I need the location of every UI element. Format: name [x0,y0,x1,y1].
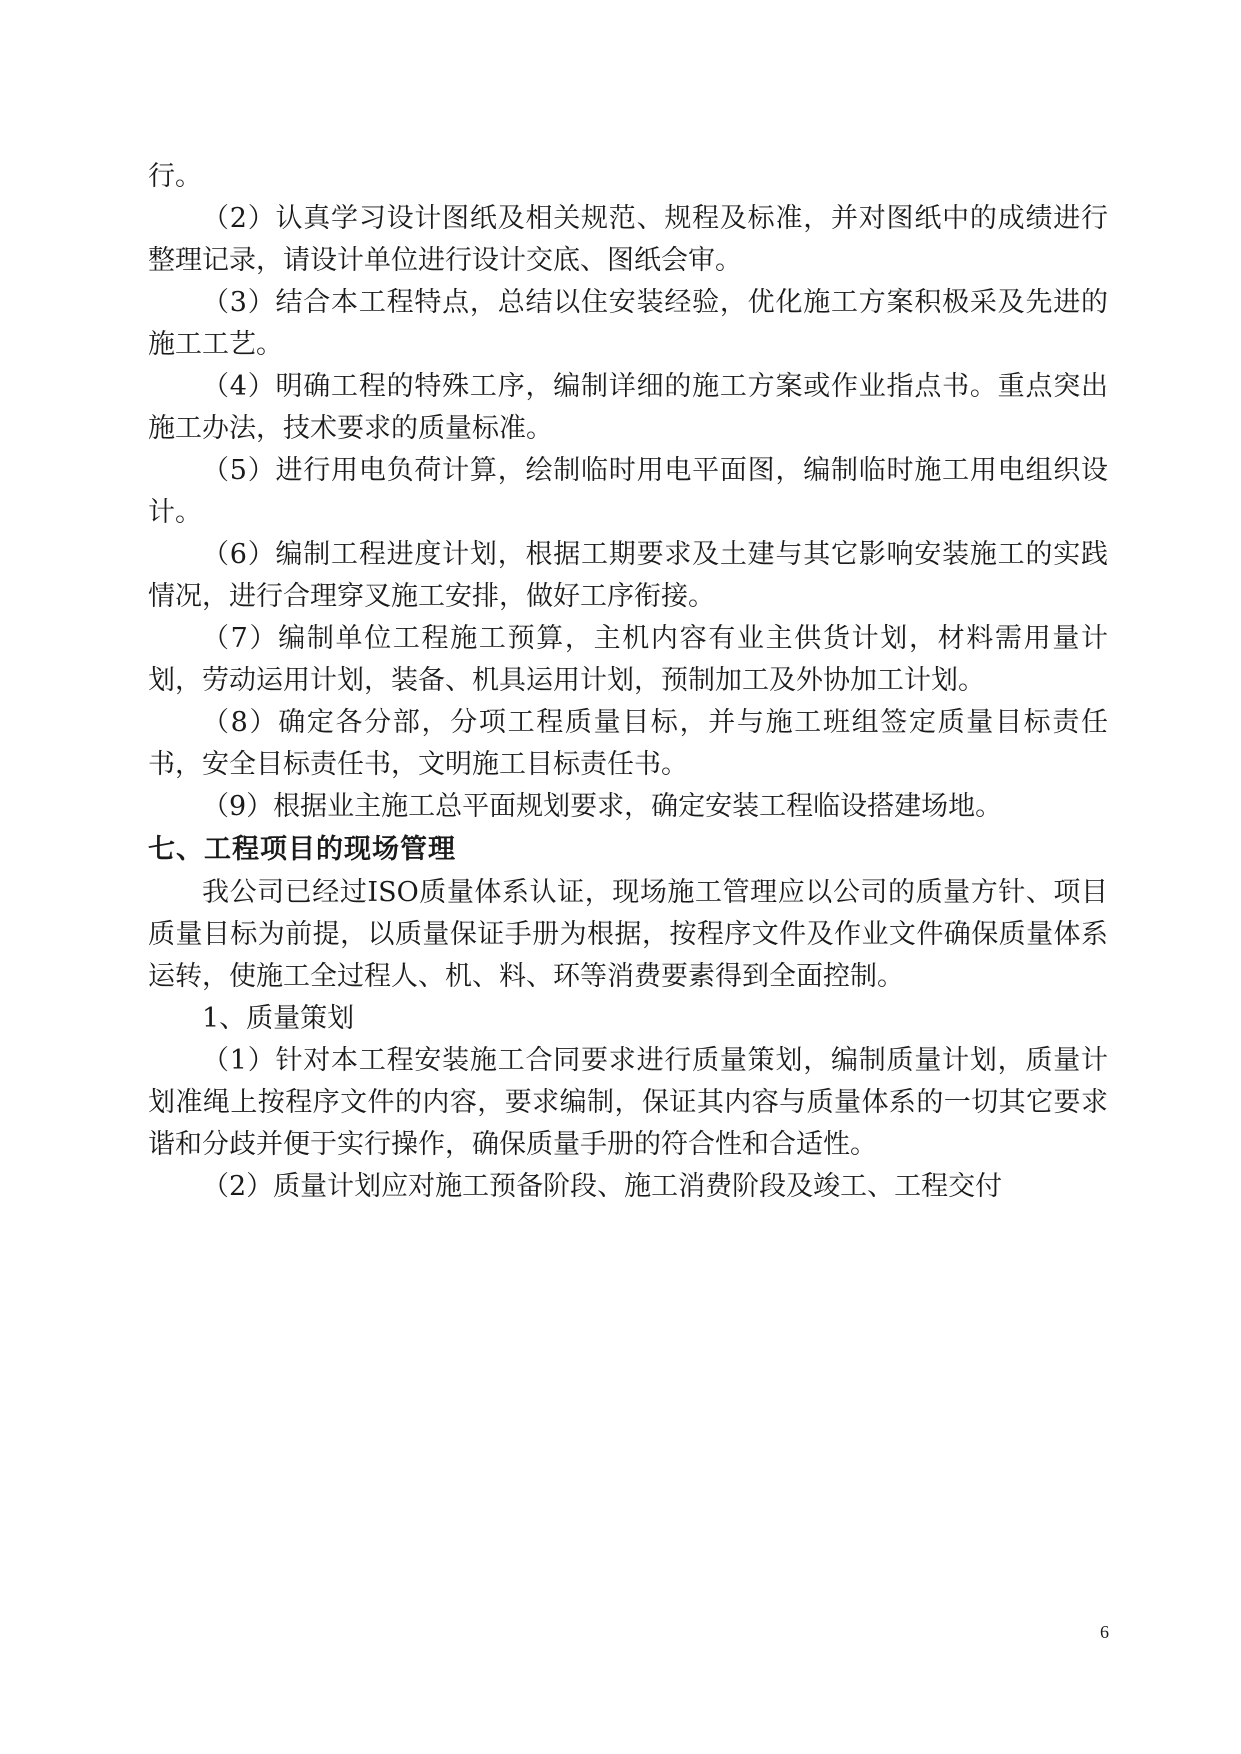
prep-item-4: （4）明确工程的特殊工序，编制详细的施工方案或作业指点书。重点突出施工办法，技术要求的质量标准。 [148,371,1108,444]
quality-item-1: （1）针对本工程安装施工合同要求进行质量策划，编制质量计划，质量计划准绳上按程序文件的内容，要求编制，保证其内容与质量体系的一切其它要求谐和分歧并便于实行操作，确保质量手册的符合性和合适性。 [148,1045,1108,1160]
document-body [148,156,1108,1208]
page-number: 6 [1100,1622,1109,1642]
quality-item-list [148,1040,1108,1208]
quality-item-2: （2）质量计划应对施工预备阶段、施工消费阶段及竣工、工程交付 [202,1171,1003,1202]
section-heading: 七、工程项目的现场管理 [148,834,456,865]
continuation-text: 行。 [148,161,202,192]
subsection-title: 1、质量策划 [202,1003,355,1034]
prep-item-2: （2）认真学习设计图纸及相关规范、规程及标准，并对图纸中的成绩进行整理记录，请设计单位进行设计交底、图纸会审。 [148,203,1108,276]
prep-item-7: （7）编制单位工程施工预算，主机内容有业主供货计划，材料需用量计划，劳动运用计划，装备、机具运用计划，预制加工及外协加工计划。 [148,623,1108,696]
prep-item-list [148,198,1108,828]
prep-item-6: （6）编制工程进度计划，根据工期要求及土建与其它影响安装施工的实践情况，进行合理穿叉施工安排，做好工序衔接。 [148,539,1108,612]
prep-item-8: （8）确定各分部，分项工程质量目标，并与施工班组签定质量目标责任书，安全目标责任书，文明施工目标责任书。 [148,707,1108,780]
prep-item-9: （9）根据业主施工总平面规划要求，确定安装工程临设搭建场地。 [202,791,1003,822]
prep-item-3: （3）结合本工程特点，总结以住安装经验，优化施工方案积极采及先进的施工工艺。 [148,287,1108,360]
prep-item-5: （5）进行用电负荷计算，绘制临时用电平面图，编制临时施工用电组织设计。 [148,455,1108,528]
section-intro: 我公司已经过ISO质量体系认证，现场施工管理应以公司的质量方针、项目质量目标为前提，以质量保证手册为根据，按程序文件及作业文件确保质量体系运转，使施工全过程人、机、料、环等消费要素得到全面控制。 [148,877,1108,992]
